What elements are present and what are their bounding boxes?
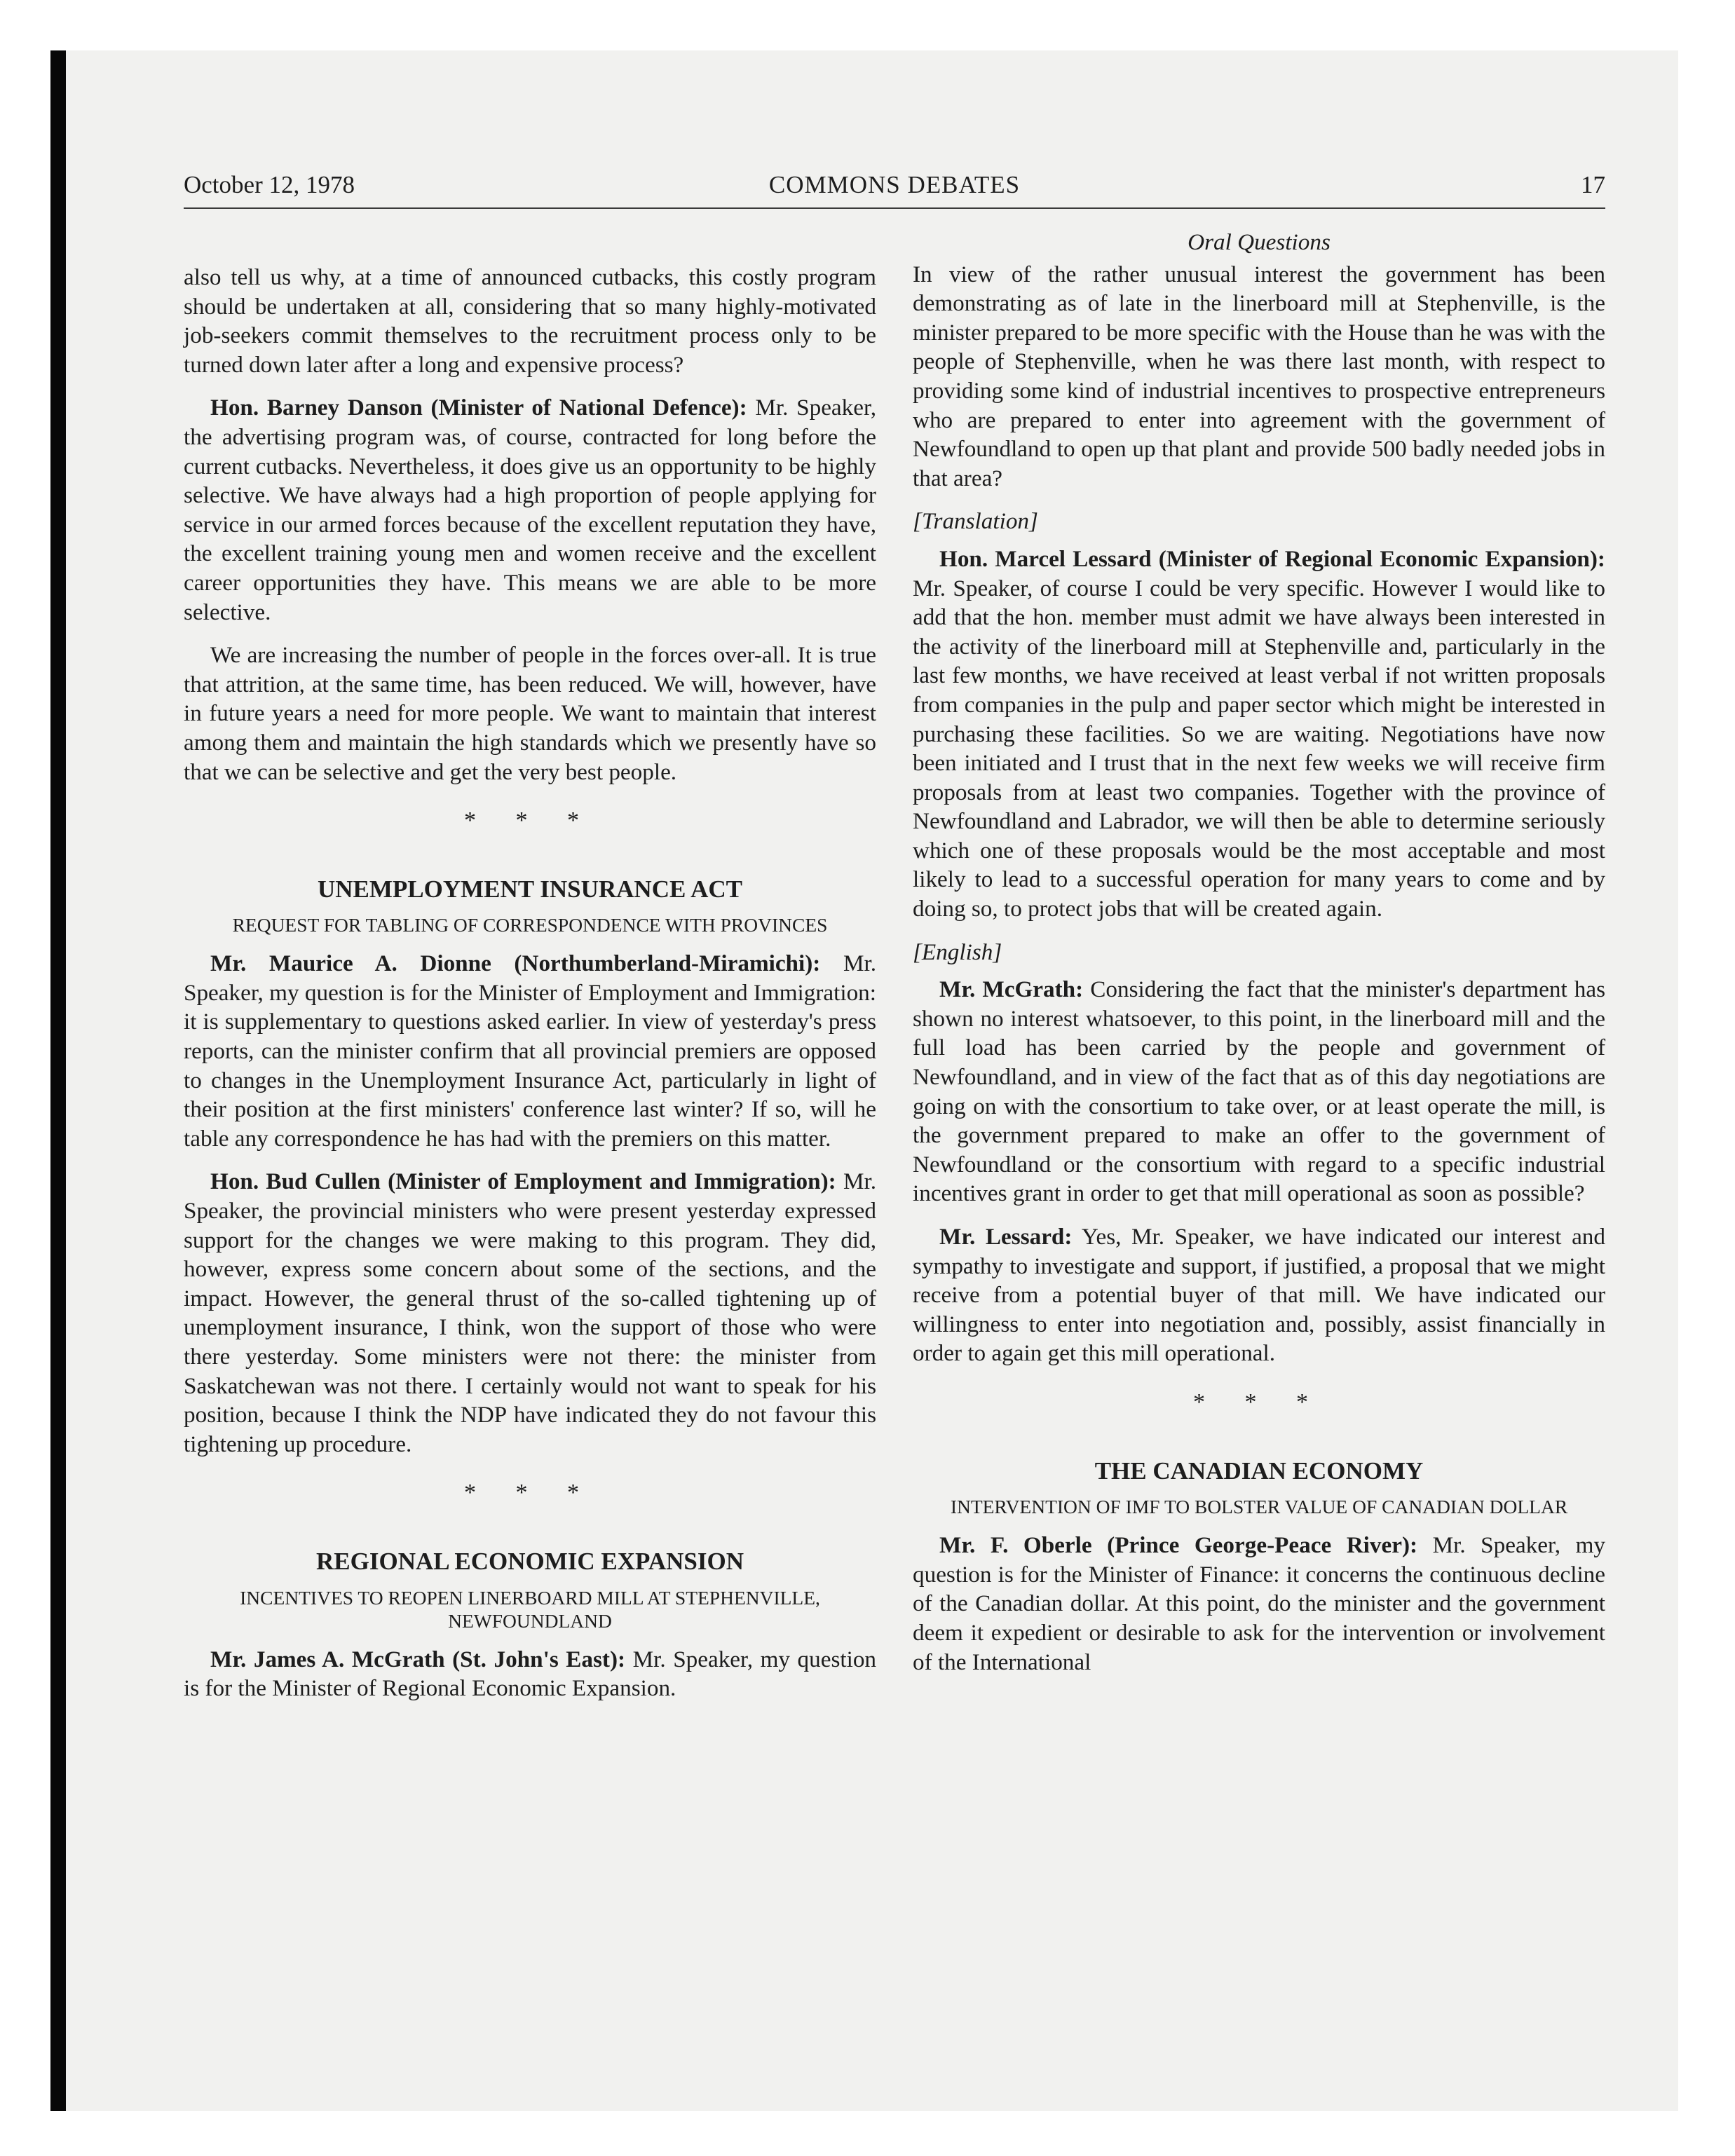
- running-header: [184, 168, 1605, 209]
- paragraph: [913, 1222, 1605, 1368]
- section-divider: * * *: [464, 1480, 596, 1506]
- paragraph: [184, 949, 876, 1153]
- paragraph: In view of the rather unusual interest the government has been demonstrating as of late in the linerboard mill at Stephenville, is the minister prepared to be more specific with the House than he was with the people of Stephenville, when he was there last month, with respect to providing some kind of industrial incentives to prospective entrepreneurs who are prepared to enter into agreement with the government of Newfoundland to open up that plant and provide 500 badly needed jobs in that area?: [913, 261, 1605, 491]
- scan-edge: [50, 50, 66, 2111]
- section-subheading: REQUEST FOR TABLING OF CORRESPONDENCE WITH PROVINCES: [232, 914, 828, 936]
- paragraph: We are increasing the number of people in the forces over-all. It is true that attrition, at the same time, has been reduced. We will, however, have in future years a need for more people. We want to maintain that interest among them and maintain the high standards which we presently have so that we can be selective and get the very best people.: [184, 642, 876, 785]
- header-title: COMMONS DEBATES: [768, 171, 1021, 198]
- paragraph: [184, 1645, 876, 1703]
- section-heading: THE CANADIAN ECONOMY: [1094, 1456, 1424, 1485]
- section-subheading: INTERVENTION OF IMF TO BOLSTER VALUE OF CANADIAN DOLLAR: [950, 1496, 1568, 1518]
- speech-text: Mr. Speaker, the provincial ministers who were present yesterday expressed support for the changes we were making to this program. They did, however, express some concern about some of the sections, and the impact. However, the general thrust of the so-called tightening up of unemployment insurance, I think, won the support of those who were there yesterday. Some ministers were not there: the minister from Saskatchewan was not there. I certainly would not want to speak for his position, because I think the NDP have indicated they do not favour this tightening up procedure.: [184, 1168, 876, 1457]
- section-heading: UNEMPLOYMENT INSURANCE ACT: [317, 875, 743, 903]
- section-label: Oral Questions: [1188, 229, 1331, 255]
- paragraph: [184, 393, 876, 627]
- speaker-name: Mr. James A. McGrath (St. John's East):: [210, 1646, 626, 1672]
- speaker-name: Mr. Lessard:: [939, 1224, 1073, 1250]
- paragraph: [913, 975, 1605, 1208]
- speaker-name: Mr. Maurice A. Dionne (Northumberland-Miramichi):: [210, 950, 821, 977]
- paragraph: [184, 1167, 876, 1459]
- speech-text: Mr. Speaker, the advertising program was, of course, contracted for long before the current cutbacks. Nevertheless, it does give us an opportunity to be highly selective. We have always had a high proportion of people applying for service in our armed forces because of the excellent reputation they have, the excellent training young men and women receive and the excellent career opportunities they have. This means we are able to be more selective.: [184, 395, 876, 625]
- right-column: [913, 228, 1605, 1691]
- paragraph: also tell us why, at a time of announced cutbacks, this costly program should be undertaken at all, considering that so many highly-motivated job-seekers commit themselves to the recruitment process only to be turned down later after a long and expensive process?: [184, 264, 876, 378]
- section-heading: REGIONAL ECONOMIC EXPANSION: [316, 1547, 744, 1575]
- speech-text: Mr. Speaker, my question is for the Minister of Finance: it concerns the continuous decline of the Canadian dollar. At this point, do the minister and the government deem it expedient or desirable to ask for the intervention or involvement of the International: [913, 1532, 1605, 1675]
- speech-text: Mr. Speaker, my question is for the Minister of Employment and Immigration: it is supplementary to questions asked earlier. In view of yesterday's press reports, can the minister confirm that all provincial premiers are opposed to changes in the Unemployment Insurance Act, particularly in light of their position at the first ministers' conference last winter? If so, will he table any correspondence he has had with the premiers on this matter.: [184, 950, 876, 1152]
- page-number: 17: [1581, 171, 1605, 198]
- section-divider: * * *: [464, 807, 596, 834]
- paragraph: [913, 1531, 1605, 1677]
- speaker-name: Mr. F. Oberle (Prince George-Peace River):: [939, 1532, 1418, 1559]
- left-column: [184, 263, 876, 1717]
- language-marker: [Translation]: [913, 508, 1038, 535]
- paragraph: [913, 545, 1605, 924]
- speech-text: Considering the fact that the minister's department has shown no interest whatsoever, to this point, in the linerboard mill and the full load has been carried by the people and government of Newfoundland, and in view of the fact that as of this day negotiations are going on with the consortium to take over, or at least operate the mill, is the government prepared to make an offer to the government of Newfoundland or the consortium with regard to a specific industrial incentives grant in order to get that mill operational as soon as possible?: [913, 976, 1606, 1207]
- language-marker: [English]: [913, 939, 1002, 965]
- speech-text: Yes, Mr. Speaker, we have indicated our interest and sympathy to investigate and support, if justified, a proposal that we might receive from a potential buyer of that mill. We have indicated our willingness to enter into negotiation and, possibly, assist financially in order to again get this mill operational.: [913, 1224, 1605, 1367]
- speech-text: Mr. Speaker, of course I could be very specific. However I would like to add that the hon. member must admit we have always been interested in the activity of the linerboard mill at Stephenville and, particularly in the last few months, we have received at least verbal if not written proposals from companies in the pulp and paper sector which might be interested in purchasing these facilities. So we are waiting. Negotiations have now been initiated and I trust that in the next few weeks we will receive firm proposals from at least two companies. Together with the province of Newfoundland and Labrador, we will then be able to determine seriously which one of these proposals would be the most acceptable and most likely to lead to a successful operation for many years to come and by doing so, to protect jobs that will be created again.: [913, 575, 1605, 922]
- speech-text: Mr. Speaker, my question is for the Minister of Regional Economic Expansion.: [184, 1646, 877, 1702]
- header-date: October 12, 1978: [184, 171, 355, 198]
- speaker-name: Hon. Bud Cullen (Minister of Employment and Immigration):: [210, 1168, 836, 1195]
- section-divider: * * *: [1193, 1389, 1325, 1415]
- speaker-name: Mr. McGrath:: [939, 976, 1084, 1003]
- speaker-name: Hon. Marcel Lessard (Minister of Regional Economic Expansion):: [939, 545, 1605, 572]
- section-subheading: INCENTIVES TO REOPEN LINERBOARD MILL AT STEPHENVILLE, NEWFOUNDLAND: [240, 1586, 820, 1632]
- speaker-name: Hon. Barney Danson (Minister of National Defence):: [210, 395, 747, 421]
